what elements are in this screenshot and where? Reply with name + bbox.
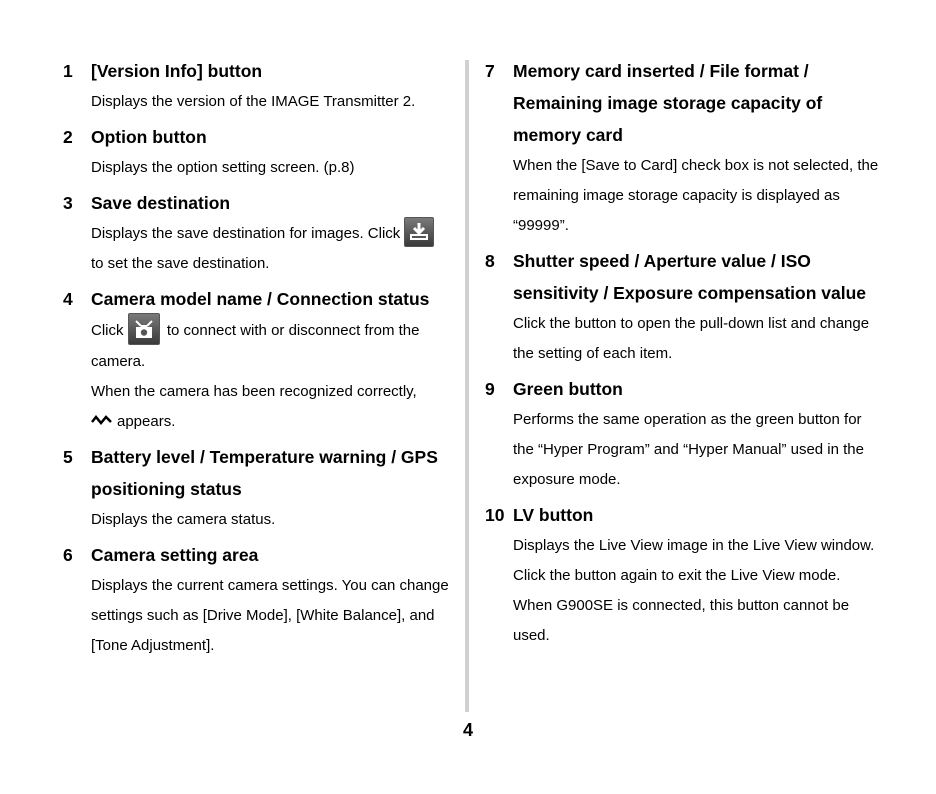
item-title: LV button (513, 505, 594, 525)
item-description-cont: to set the save destination. (91, 255, 270, 273)
item-title: Memory card inserted / File format / Remaining image storage capacity of memory card (513, 61, 823, 145)
column-divider (465, 60, 469, 712)
item-title: Option button (91, 127, 207, 147)
item-8 (485, 245, 880, 369)
item-number: 5 (63, 447, 73, 468)
item-description-3: appears. (117, 413, 176, 431)
item-description: Displays the camera status. (91, 511, 276, 529)
left-column (63, 55, 458, 661)
connection-wave-icon (91, 407, 113, 437)
item-description: Click (91, 322, 124, 339)
item-number: 7 (485, 61, 495, 81)
item-number: 3 (63, 193, 73, 213)
item-description-2: When the camera has been recognized correctly, (91, 383, 417, 401)
item-1 (63, 55, 458, 117)
item-title: Green button (513, 379, 623, 399)
item-description-2: When G900SE is connected, this button cannot be used. (513, 597, 850, 644)
item-3 (63, 187, 458, 279)
right-column (485, 55, 880, 651)
item-6 (63, 539, 458, 661)
download-icon (404, 217, 434, 247)
item-title: Battery level / Temperature warning / GPS positioning status (91, 447, 438, 500)
item-title: Save destination (91, 193, 231, 213)
item-description: Click the button to open the pull-down list and change the setting of each item. (513, 315, 870, 362)
item-description: Displays the version of the IMAGE Transmitter 2. (91, 93, 416, 110)
item-5 (63, 441, 458, 535)
item-number: 10 (485, 505, 505, 525)
item-4 (63, 283, 458, 437)
item-number: 1 (63, 61, 73, 81)
item-9 (485, 373, 880, 495)
item-2 (63, 121, 458, 183)
item-title: Camera model name / Connection status (91, 289, 430, 310)
page-number: 4 (462, 720, 473, 740)
item-description: When the [Save to Card] check box is not selected, the remaining image storage capacity is displayed as “99999”. (513, 157, 879, 234)
item-title: Shutter speed / Aperture value / ISO sensitivity / Exposure compensation value (513, 251, 867, 303)
camera-connect-icon (128, 313, 160, 345)
item-description: Performs the same operation as the green button for the “Hyper Program” and “Hyper Manual” used in the exposure mode. (513, 411, 864, 488)
item-number: 9 (485, 379, 495, 399)
item-description-cont: to connect with or disconnect from the camera. (91, 322, 420, 371)
item-description: Displays the current camera settings. You can change settings such as [Drive Mode], [White Balance], and [Tone Adjustment]. (91, 577, 449, 655)
item-description: Displays the Live View image in the Live View window. Click the button again to exit the Live View mode. (513, 537, 875, 584)
item-description: Displays the save destination for images. Click (91, 225, 401, 242)
item-number: 2 (63, 127, 73, 147)
item-7 (485, 55, 880, 241)
item-number: 4 (63, 289, 73, 310)
item-description: Displays the option setting screen. (p.8) (91, 159, 355, 176)
item-10 (485, 499, 880, 651)
item-title: Camera setting area (91, 545, 259, 566)
item-number: 6 (63, 545, 73, 566)
item-number: 8 (485, 251, 495, 271)
item-title: [Version Info] button (91, 61, 263, 81)
